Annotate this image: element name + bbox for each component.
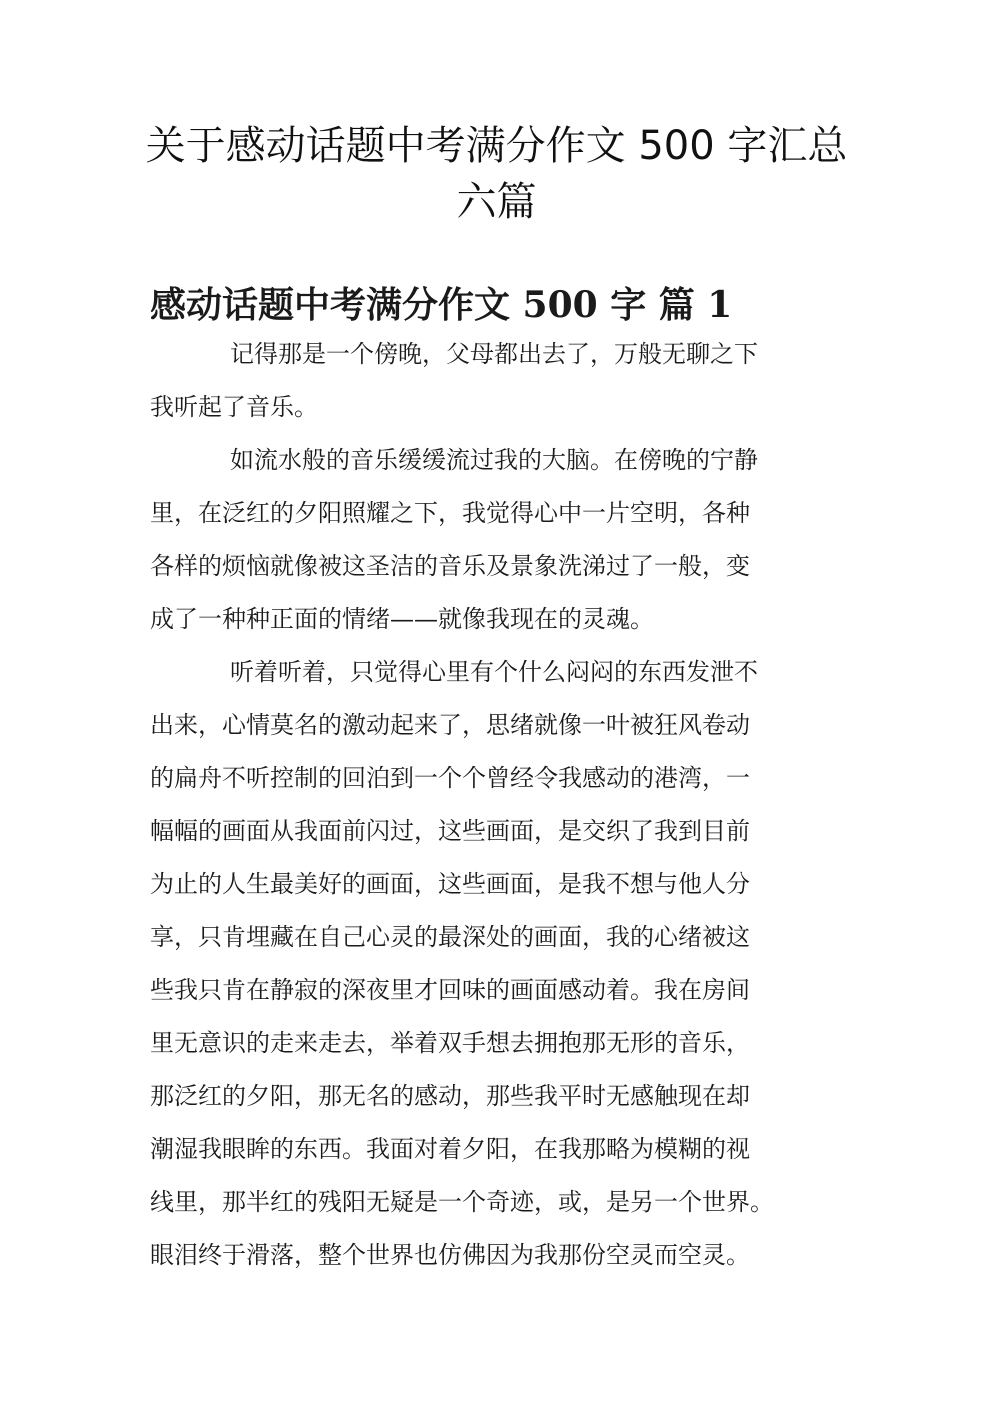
text-line: 线里，那半红的残阳无疑是一个奇迹，或，是另一个世界。 (150, 1188, 774, 1216)
text-line: 为止的人生最美好的画面，这些画面，是我不想与他人分 (150, 870, 750, 898)
document-title (120, 118, 873, 230)
paragraph-2 (150, 434, 840, 646)
text-line: 如流水般的音乐缓缓流过我的大脑。在傍晚的宁静 (230, 446, 758, 474)
text-line: 那泛红的夕阳，那无名的感动，那些我平时无感触现在却 (150, 1082, 750, 1110)
text-line: 听着听着，只觉得心里有个什么闷闷的东西发泄不 (230, 658, 758, 686)
text-line: 的扁舟不听控制的回泊到一个个曾经令我感动的港湾，一 (150, 764, 750, 792)
text-line: 里无意识的走来走去，举着双手想去拥抱那无形的音乐， (150, 1029, 750, 1057)
text-line: 我听起了音乐。 (150, 393, 318, 421)
text-line: 潮湿我眼眸的东西。我面对着夕阳，在我那略为模糊的视 (150, 1135, 750, 1163)
text-line: 各样的烦恼就像被这圣洁的音乐及景象洗涕过了一般，变 (150, 552, 750, 580)
text-line: 成了一种种正面的情绪——就像我现在的灵魂。 (150, 605, 654, 633)
title-line-1: 关于感动话题中考满分作文 500 字汇总 (145, 123, 848, 169)
text-line: 眼泪终于滑落，整个世界也仿佛因为我那份空灵而空灵。 (150, 1241, 750, 1269)
text-line: 享，只肯埋藏在自己心灵的最深处的画面，我的心绪被这 (150, 923, 750, 951)
paragraph-1 (150, 328, 840, 434)
paragraph-3 (150, 646, 840, 1282)
text-line: 记得那是一个傍晚，父母都出去了，万般无聊之下 (230, 340, 758, 368)
text-line: 出来，心情莫名的激动起来了，思绪就像一叶被狂风卷动 (150, 711, 750, 739)
text-line: 里，在泛红的夕阳照耀之下，我觉得心中一片空明，各种 (150, 499, 750, 527)
title-line-2: 六篇 (456, 179, 537, 225)
document-body (150, 282, 840, 1282)
text-line: 幅幅的画面从我面前闪过，这些画面，是交织了我到目前 (150, 817, 750, 845)
section-heading: 感动话题中考满分作文 500 字 篇 1 (150, 284, 733, 326)
text-line: 些我只肯在静寂的深夜里才回味的画面感动着。我在房间 (150, 976, 750, 1004)
